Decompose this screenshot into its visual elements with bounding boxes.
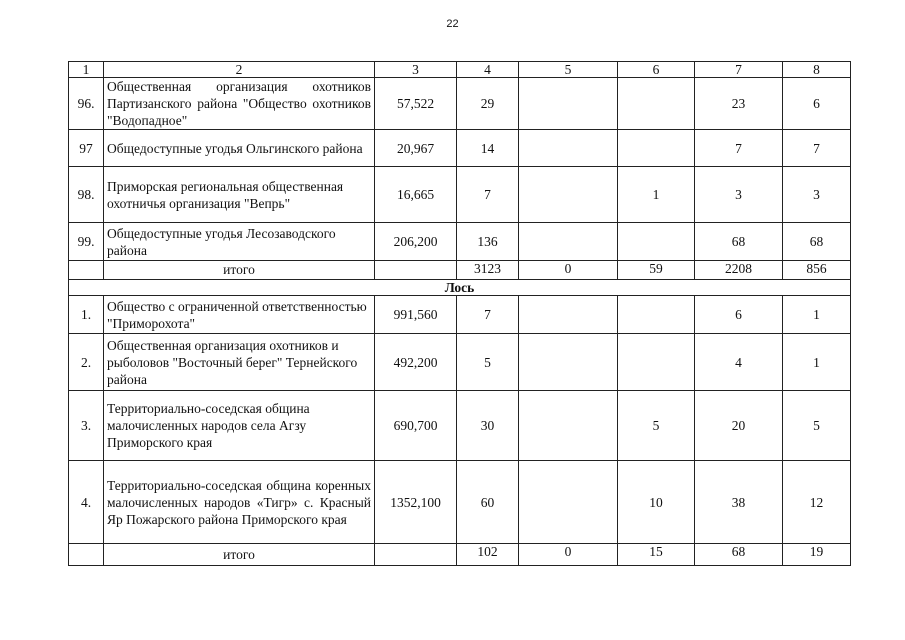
row-number: 1. — [69, 296, 104, 334]
area-value: 492,200 — [375, 334, 457, 391]
total-col7: 68 — [695, 544, 783, 566]
table-row — [69, 78, 851, 130]
total-col4: 102 — [457, 544, 519, 566]
cell-col8: 6 — [783, 78, 851, 130]
cell-col5 — [519, 167, 618, 223]
cell-col7: 4 — [695, 334, 783, 391]
cell-col5 — [519, 78, 618, 130]
cell-col4: 60 — [457, 461, 519, 544]
organization-name: Приморская региональная общественная охотничья организация "Вепрь" — [104, 167, 375, 223]
organization-name: Территориально-соседская община малочисленных народов села Агзу Приморского края — [104, 391, 375, 461]
cell-col8: 5 — [783, 391, 851, 461]
cell-col5 — [519, 391, 618, 461]
cell-col6 — [618, 223, 695, 261]
table-row — [69, 167, 851, 223]
column-number-row — [69, 62, 851, 78]
section-title: Лось — [69, 280, 851, 296]
organization-name: Территориально-соседская община коренных малочисленных народов «Тигр» с. Красный Яр Пожарского района Приморского края — [104, 461, 375, 544]
hunting-quota-table — [68, 61, 851, 566]
cell-col7: 38 — [695, 461, 783, 544]
empty-cell — [69, 261, 104, 280]
total-col6: 59 — [618, 261, 695, 280]
cell-col8: 7 — [783, 130, 851, 167]
cell-col5 — [519, 130, 618, 167]
cell-col8: 68 — [783, 223, 851, 261]
empty-cell — [375, 261, 457, 280]
total-label: итого — [104, 261, 375, 280]
cell-col5 — [519, 296, 618, 334]
column-header: 5 — [519, 62, 618, 78]
cell-col5 — [519, 334, 618, 391]
cell-col4: 136 — [457, 223, 519, 261]
empty-cell — [69, 544, 104, 566]
total-row — [69, 544, 851, 566]
organization-name: Общедоступные угодья Лесозаводского района — [104, 223, 375, 261]
area-value: 20,967 — [375, 130, 457, 167]
column-header: 3 — [375, 62, 457, 78]
column-header: 4 — [457, 62, 519, 78]
cell-col7: 23 — [695, 78, 783, 130]
cell-col6 — [618, 78, 695, 130]
cell-col6 — [618, 334, 695, 391]
row-number: 97 — [69, 130, 104, 167]
total-col8: 19 — [783, 544, 851, 566]
page-number: 22 — [446, 18, 459, 30]
table-row — [69, 296, 851, 334]
column-header: 1 — [69, 62, 104, 78]
row-number: 2. — [69, 334, 104, 391]
cell-col5 — [519, 223, 618, 261]
empty-cell — [375, 544, 457, 566]
cell-col4: 29 — [457, 78, 519, 130]
table-row — [69, 334, 851, 391]
cell-col7: 6 — [695, 296, 783, 334]
column-header: 7 — [695, 62, 783, 78]
cell-col6: 1 — [618, 167, 695, 223]
organization-name: Общедоступные угодья Ольгинского района — [104, 130, 375, 167]
organization-name: Общество с ограниченной ответственностью "Приморохота" — [104, 296, 375, 334]
area-value: 1352,100 — [375, 461, 457, 544]
cell-col7: 7 — [695, 130, 783, 167]
cell-col4: 7 — [457, 167, 519, 223]
row-number: 99. — [69, 223, 104, 261]
cell-col8: 1 — [783, 334, 851, 391]
section-header-row — [69, 280, 851, 296]
column-header: 8 — [783, 62, 851, 78]
cell-col4: 30 — [457, 391, 519, 461]
cell-col6 — [618, 296, 695, 334]
cell-col8: 3 — [783, 167, 851, 223]
column-header: 2 — [104, 62, 375, 78]
row-number: 4. — [69, 461, 104, 544]
cell-col8: 1 — [783, 296, 851, 334]
organization-name: Общественная организация охотников Партизанского района "Общество охотников "Водопадное" — [104, 78, 375, 130]
cell-col4: 14 — [457, 130, 519, 167]
area-value: 57,522 — [375, 78, 457, 130]
table-row — [69, 130, 851, 167]
cell-col7: 3 — [695, 167, 783, 223]
column-header: 6 — [618, 62, 695, 78]
cell-col4: 7 — [457, 296, 519, 334]
cell-col5 — [519, 461, 618, 544]
cell-col6: 5 — [618, 391, 695, 461]
row-number: 96. — [69, 78, 104, 130]
total-col8: 856 — [783, 261, 851, 280]
area-value: 16,665 — [375, 167, 457, 223]
cell-col6: 10 — [618, 461, 695, 544]
total-col7: 2208 — [695, 261, 783, 280]
area-value: 206,200 — [375, 223, 457, 261]
row-number: 98. — [69, 167, 104, 223]
total-row — [69, 261, 851, 280]
total-col5: 0 — [519, 544, 618, 566]
cell-col7: 68 — [695, 223, 783, 261]
cell-col7: 20 — [695, 391, 783, 461]
cell-col4: 5 — [457, 334, 519, 391]
total-col5: 0 — [519, 261, 618, 280]
table-row — [69, 223, 851, 261]
organization-name: Общественная организация охотников и рыболовов "Восточный берег" Тернейского района — [104, 334, 375, 391]
area-value: 991,560 — [375, 296, 457, 334]
total-col6: 15 — [618, 544, 695, 566]
row-number: 3. — [69, 391, 104, 461]
total-col4: 3123 — [457, 261, 519, 280]
cell-col6 — [618, 130, 695, 167]
area-value: 690,700 — [375, 391, 457, 461]
table-row — [69, 461, 851, 544]
table-row — [69, 391, 851, 461]
total-label: итого — [104, 544, 375, 566]
cell-col8: 12 — [783, 461, 851, 544]
